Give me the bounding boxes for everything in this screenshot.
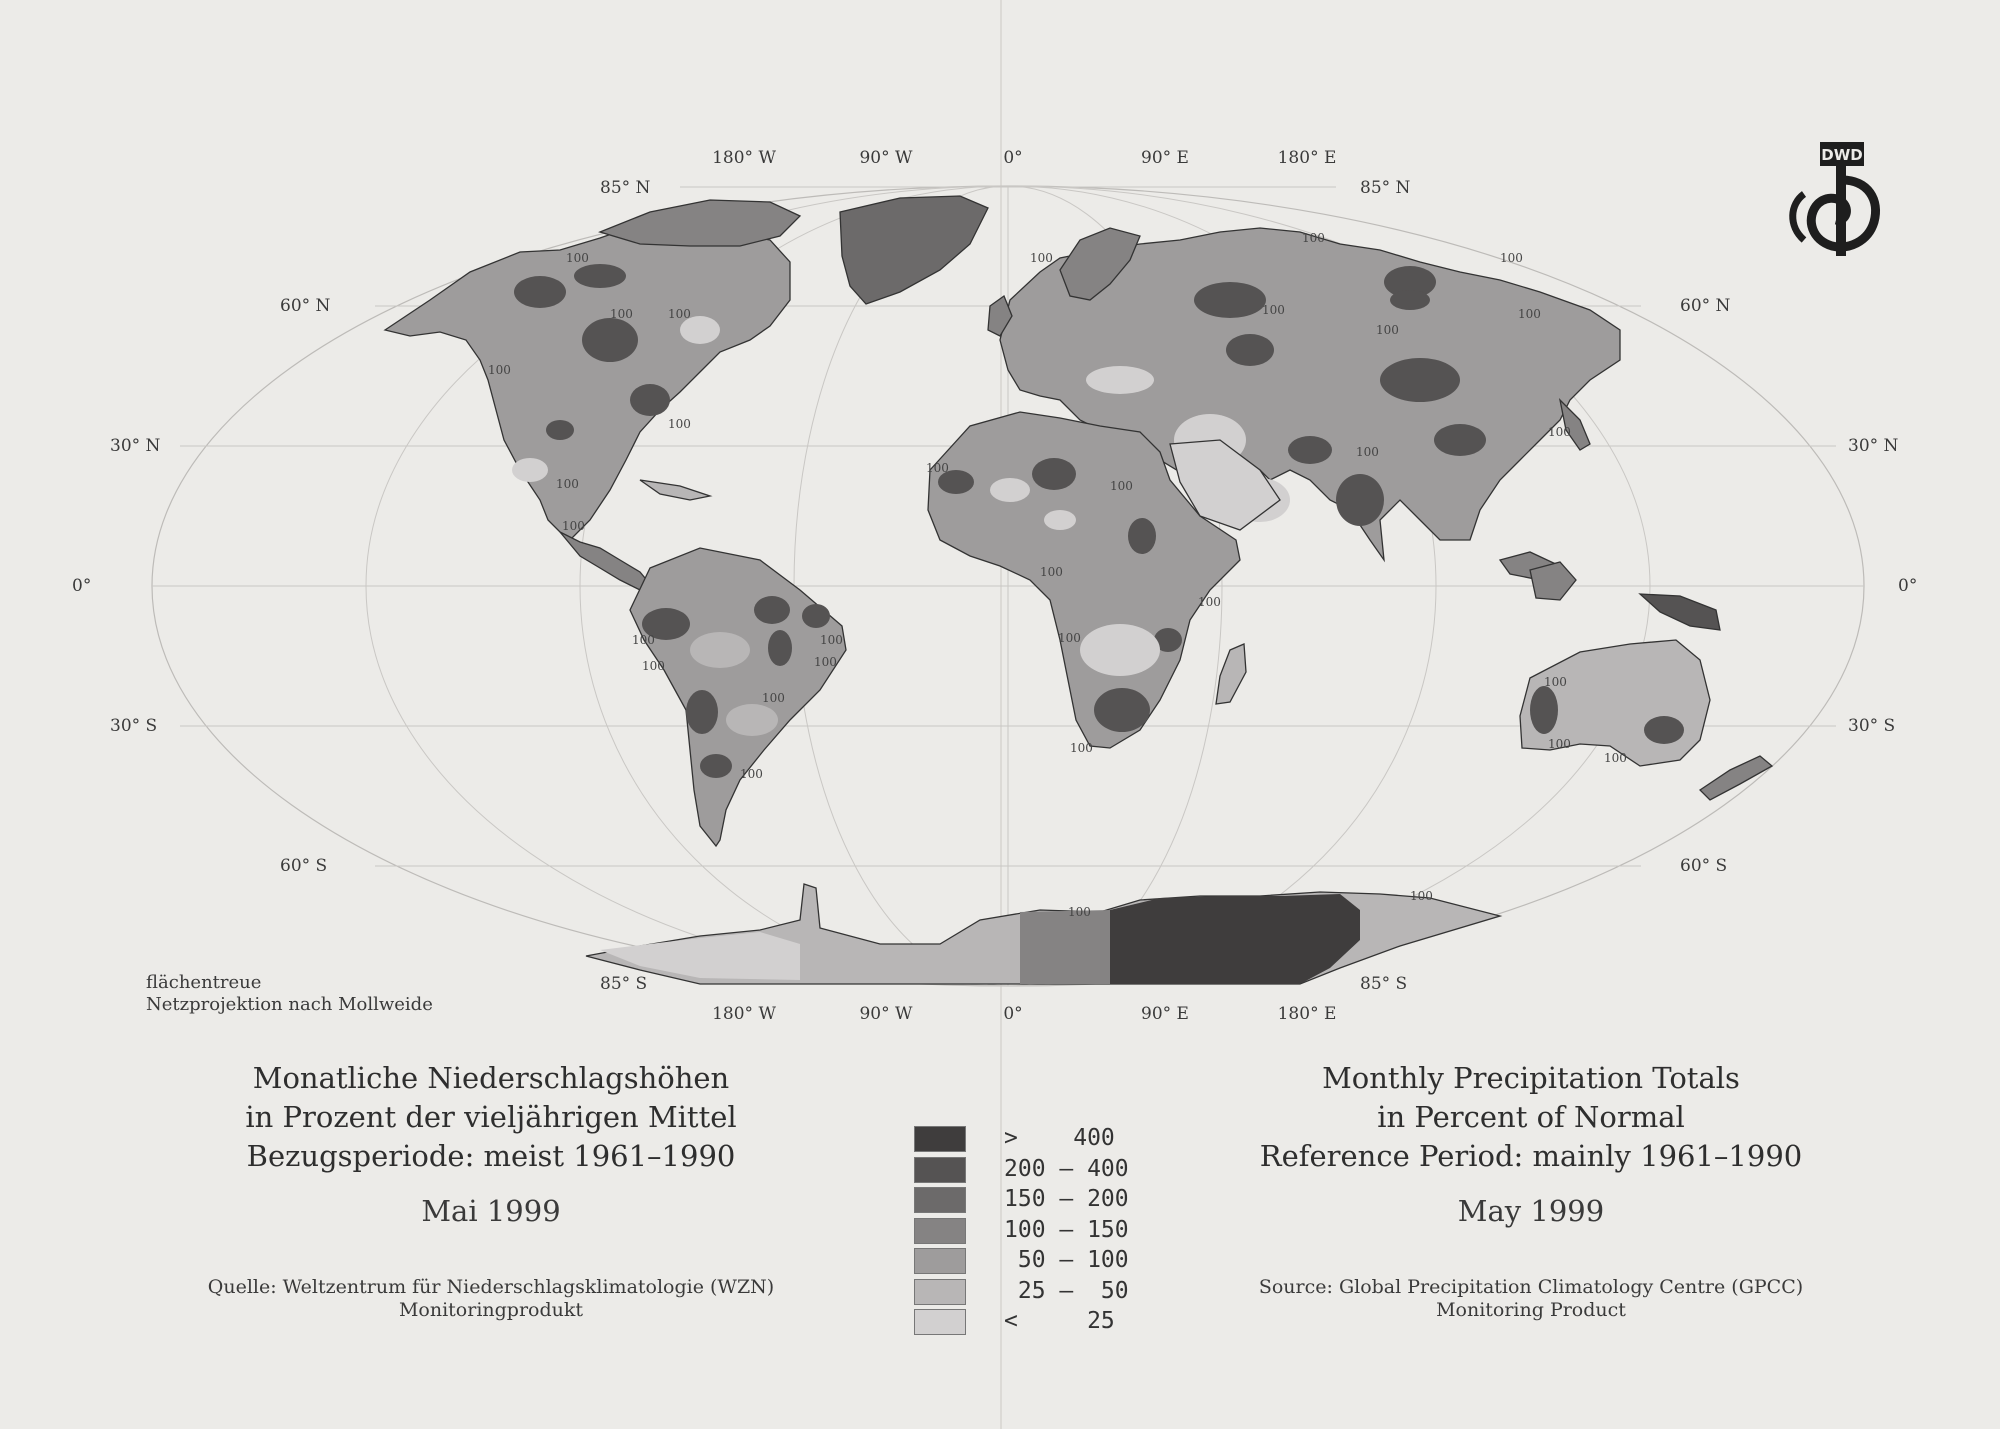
lat-label-right: 60° N [1680,296,1731,316]
contour-label: 100 [1604,751,1627,765]
legend-label: 50 – 100 [1004,1247,1129,1273]
contour-label: 100 [566,251,589,265]
contour-label: 100 [1548,425,1571,439]
na-cell-3 [630,384,670,416]
contour-label: 100 [1376,323,1399,337]
na-cell-1 [514,276,566,308]
lon-label-top: 0° [1003,148,1023,168]
projection-note-line: Netzprojektion nach Mollweide [146,994,433,1015]
legend-label: 150 – 200 [1004,1186,1129,1212]
af-cell-4 [1094,688,1150,732]
na-cell-2 [582,318,638,362]
sa-cell-2 [754,596,790,624]
legend-item [914,1125,1154,1153]
contour-label: 100 [1356,445,1379,459]
contour-label: 100 [1262,303,1285,317]
greenland [840,196,988,304]
contour-label: 100 [1500,251,1523,265]
contour-label: 100 [1198,595,1221,609]
title-german-line: in Prozent der vieljährigen Mittel [245,1100,737,1134]
madagascar [1216,644,1246,704]
af-dry-2 [1080,624,1160,676]
af-dry-1 [990,478,1030,502]
legend-item [914,1308,1154,1336]
lon-label-top: 180° W [712,148,776,168]
lon-label-top: 180° E [1277,148,1337,168]
lat-label-right: 0° [1898,576,1918,596]
lon-label-top: 90° E [1141,148,1189,168]
contour-label: 100 [556,477,579,491]
lon-label-bottom: 90° E [1141,1004,1189,1024]
australia [1520,640,1772,800]
ea-cell-5 [1336,474,1384,526]
contour-label: 100 [1058,631,1081,645]
sa-cell-4 [686,690,718,734]
title-english-line: Monthly Precipitation Totals [1322,1061,1740,1095]
ea-cell-2 [1226,334,1274,366]
lat-label-left: 85° N [600,178,651,198]
antarctica-mid-region [1020,910,1110,984]
south-america-land [630,548,846,846]
lat-label-left: 85° S [600,974,648,994]
contour-label: 100 [1040,565,1063,579]
legend-label: 100 – 150 [1004,1216,1129,1243]
legend-item [914,1186,1154,1214]
lat-label-right: 30° S [1848,716,1896,736]
af-cell-1 [1032,458,1076,490]
new-guinea [1640,594,1720,630]
source-german-line: Monitoringprodukt [398,1299,584,1321]
south-america [630,548,846,846]
lat-label-right: 60° S [1680,856,1728,876]
legend-swatch [914,1279,966,1305]
na-cell-5 [574,264,626,288]
source-english-line: Monitoring Product [1436,1299,1626,1321]
legend-swatch [914,1309,966,1335]
contour-label: 100 [740,767,763,781]
sa-cell-5 [700,754,732,778]
ea-cell-6 [1288,436,1332,464]
dwd-logo-text: DWD [1821,146,1863,164]
lon-label-top: 90° W [859,148,913,168]
legend-label: 25 – 50 [1004,1277,1129,1304]
contour-label: 100 [632,633,655,647]
au-cell-2 [1644,716,1684,744]
title-english [1260,1059,1802,1176]
contour-label: 100 [1548,737,1571,751]
contour-label: 100 [642,659,665,673]
contour-label: 100 [926,461,949,475]
title-english-line: Reference Period: mainly 1961–1990 [1259,1139,1803,1173]
ea-cell-7 [1434,424,1486,456]
sa-dry-2 [726,704,778,736]
month-english: May 1999 [1457,1194,1605,1228]
projection-note-line: flächentreue [146,972,262,993]
au-cell-1 [1530,686,1558,734]
contour-label: 100 [1302,231,1325,245]
sa-cell-3 [802,604,830,628]
lon-label-bottom: 180° W [712,1004,776,1024]
dwd-logo [1782,142,1882,260]
antarctica-wet-region [1110,894,1360,984]
contour-label: 100 [1110,479,1133,493]
contour-label: 100 [1068,905,1091,919]
af-cell-3 [1128,518,1156,554]
lat-label-right: 85° N [1360,178,1411,198]
source-german-line: Quelle: Weltzentrum für Niederschlagsklimatologie (WZN) [207,1276,775,1298]
sa-cell-6 [768,630,792,666]
ea-cell-4 [1380,358,1460,402]
contour-label: 100 [668,417,691,431]
legend-swatch [914,1157,966,1183]
lat-label-left: 0° [72,576,92,596]
month-german: Mai 1999 [421,1194,561,1228]
legend-item [914,1247,1154,1275]
lon-label-bottom: 180° E [1277,1004,1337,1024]
lat-label-left: 60° S [280,856,328,876]
title-german [245,1059,736,1176]
central-america [560,532,650,590]
legend-label: > 400 [1004,1125,1115,1151]
legend-item [914,1156,1154,1184]
north-america [385,196,988,590]
borneo [1530,562,1576,600]
na-dry-2 [512,458,548,482]
lat-label-left: 30° N [110,436,161,456]
contour-label: 100 [762,691,785,705]
ea-dry-3 [1086,366,1154,394]
na-cell-4 [546,420,574,440]
cuba [640,480,710,500]
lon-label-bottom: 0° [1003,1004,1023,1024]
legend-label: 200 – 400 [1004,1155,1129,1182]
source-english [1259,1276,1803,1322]
projection-note [146,972,433,1016]
contour-label: 100 [1070,741,1093,755]
legend-swatch [914,1187,966,1213]
sa-dry-1 [690,632,750,668]
contour-label: 100 [814,655,837,669]
source-english-line: Source: Global Precipitation Climatology Centre (GPCC) [1258,1276,1804,1298]
legend-swatch [914,1126,966,1152]
legend-swatch [914,1248,966,1274]
contour-label: 100 [488,363,511,377]
legend-item [914,1278,1154,1306]
legend-swatch [914,1218,966,1244]
contour-label: 100 [1030,251,1053,265]
lat-label-left: 30° S [110,716,158,736]
lat-label-right: 30° N [1848,436,1899,456]
contour-label: 100 [820,633,843,647]
ea-cell-8 [1390,290,1430,310]
af-dry-3 [1044,510,1076,530]
contour-label: 100 [668,307,691,321]
arctic-islands [600,200,800,246]
title-german-line: Bezugsperiode: meist 1961–1990 [246,1139,736,1173]
lon-label-bottom: 90° W [859,1004,913,1024]
title-english-line: in Percent of Normal [1377,1100,1685,1134]
source-german [208,1276,774,1322]
new-zealand [1700,756,1772,800]
legend-item [914,1217,1154,1245]
contour-label: 100 [1518,307,1541,321]
contour-label: 100 [1544,675,1567,689]
contour-label: 100 [610,307,633,321]
lat-label-right: 85° S [1360,974,1408,994]
contour-label: 100 [1410,889,1433,903]
lat-label-left: 60° N [280,296,331,316]
ea-cell-1 [1194,282,1266,318]
title-german-line: Monatliche Niederschlagshöhen [252,1061,730,1095]
legend-label: < 25 [1004,1308,1115,1334]
antarctica-light-region [600,932,800,980]
contour-label: 100 [562,519,585,533]
